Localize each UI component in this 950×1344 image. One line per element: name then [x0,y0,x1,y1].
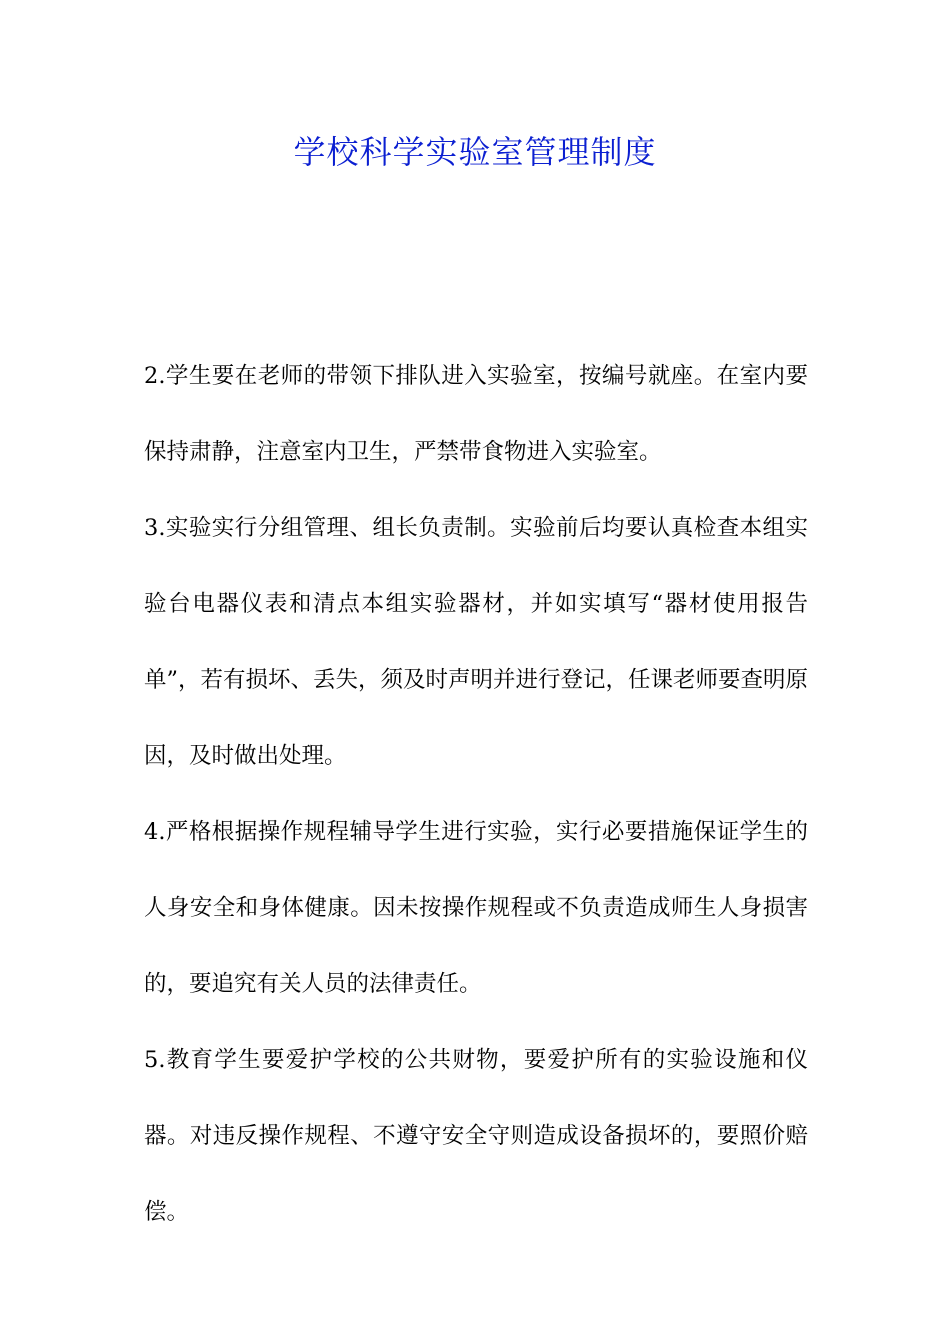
paragraph-item-3: 3.实验实行分组管理、组长负责制。实验前后均要认真检查本组实验台电器仪表和清点本组实验器材，并如实填写“器材使用报告单”，若有损坏、丢失，须及时声明并进行登记，任课老师要查明原因，及时做出处理。 [144,515,809,769]
document-body [144,338,808,1250]
document-title: 学校科学实验室管理制度 [293,133,657,171]
paragraph-item-2: 2.学生要在老师的带领下排队进入实验室，按编号就座。在室内要保持肃静，注意室内卫生，严禁带食物进入实验室。 [144,363,808,465]
paragraph-item-5: 5.教育学生要爱护学校的公共财物，要爱护所有的实验设施和仪器。对违反操作规程、不遵守安全守则造成设备损坏的，要照价赔偿。 [144,1047,808,1225]
paragraph-item-4: 4.严格根据操作规程辅导学生进行实验，实行必要措施保证学生的人身安全和身体健康。因未按操作规程或不负责造成师生人身损害的，要追究有关人员的法律责任。 [144,819,808,997]
